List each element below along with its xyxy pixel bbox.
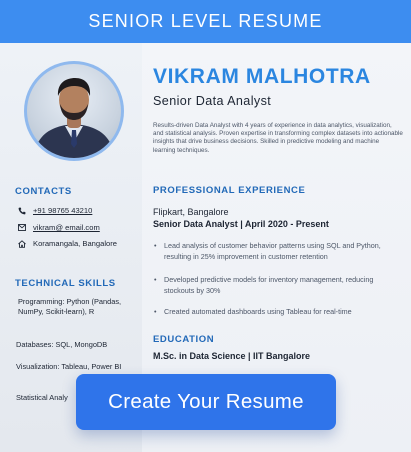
skill-item: Visualization: Tableau, Power BI <box>16 362 122 371</box>
email-address[interactable]: vikram@ email.com <box>33 223 100 232</box>
mail-icon <box>18 224 26 232</box>
profile-summary: Results-driven Data Analyst with 4 years of experience in data analytics, visualization, and statistical analysis. Proven expertise in transforming complex datasets into actionable insights that drive business decisions. Skilled in predictive modeling and machine learning techniques. <box>153 122 403 154</box>
contacts-heading: CONTACTS <box>15 186 72 197</box>
candidate-role: Senior Data Analyst <box>153 94 272 108</box>
bullet-text: Lead analysis of customer behavior patterns using SQL and Python, resulting in 25% improvement in customer retention <box>164 241 381 261</box>
experience-bullet: • Developed predictive models for inventory management, reducing stockouts by 30% <box>154 275 399 296</box>
phone-icon <box>18 207 26 215</box>
person-silhouette-icon <box>27 64 121 158</box>
candidate-name: VIKRAM MALHOTRA <box>153 65 371 88</box>
location-text: Koramangala, Bangalore <box>33 239 118 248</box>
phone-number[interactable]: +91 98765 43210 <box>33 206 93 215</box>
skill-item: Statistical Analy <box>16 393 68 402</box>
bullet-text: Created automated dashboards using Tableau for real-time <box>164 307 352 316</box>
skill-item: Databases: SQL, MongoDB <box>16 340 108 349</box>
experience-bullet: • Created automated dashboards using Tableau for real-time <box>154 307 352 316</box>
avatar <box>24 61 124 161</box>
skill-item: Programming: Python (Pandas, NumPy, Scikit-learn), R <box>18 297 122 316</box>
company-name: Flipkart, Bangalore <box>153 207 229 217</box>
experience-bullet: • Lead analysis of customer behavior patterns using SQL and Python, resulting in 25% improvement in customer retention <box>154 241 399 262</box>
education-heading: EDUCATION <box>153 334 215 345</box>
skills-heading: TECHNICAL SKILLS <box>15 278 116 289</box>
contact-email <box>18 223 100 232</box>
job-title-line: Senior Data Analyst | April 2020 - Present <box>153 219 329 229</box>
experience-heading: PROFESSIONAL EXPERIENCE <box>153 185 306 196</box>
banner-title: SENIOR LEVEL RESUME <box>88 11 323 31</box>
bullet-text: Developed predictive models for inventory management, reducing stockouts by 30% <box>164 275 374 295</box>
contact-location <box>18 239 117 248</box>
degree-line: M.Sc. in Data Science | IIT Bangalore <box>153 351 311 361</box>
create-resume-button[interactable]: Create Your Resume <box>76 374 336 430</box>
profile-photo <box>27 64 121 158</box>
home-icon <box>18 240 26 248</box>
contact-phone <box>18 206 92 215</box>
top-banner <box>0 0 411 43</box>
